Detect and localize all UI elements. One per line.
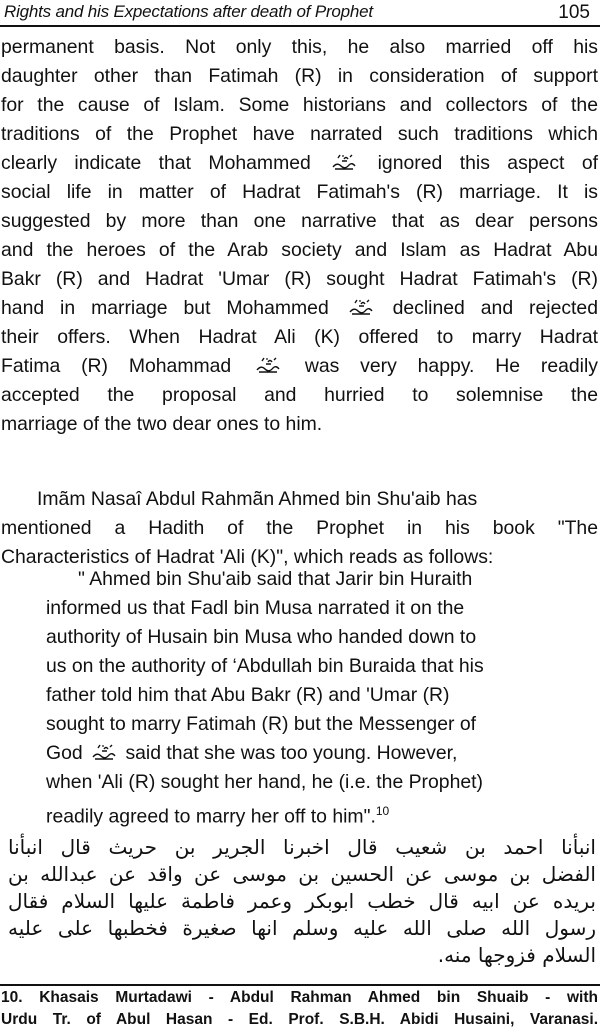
text-line: social life in matter of Hadrat Fatimah's (R) marriage. It is xyxy=(1,181,598,203)
text-line: father told him that Abu Bakr (R) and 'Umar (R) xyxy=(46,684,450,706)
text-line: when 'Ali (R) sought her hand, he (i.e. the Prophet) xyxy=(46,771,483,793)
text-line: for the cause of Islam. Some historians and collectors of the xyxy=(1,94,598,116)
footnote-line: 10. Khasais Murtadawi - Abdul Rahman Ahmed bin Shuaib - with xyxy=(1,989,598,1006)
paragraph-2 xyxy=(1,485,598,572)
text-line xyxy=(1,149,598,178)
text-fragment: was very happy. He readily xyxy=(304,355,598,377)
paragraph-1 xyxy=(1,33,598,439)
text-line: Bakr (R) and Hadrat 'Umar (R) sought Hadrat Fatimah's (R) xyxy=(1,268,598,290)
text-line: " Ahmed bin Shu'aib said that Jarir bin Huraith xyxy=(78,568,473,590)
running-header xyxy=(4,0,594,28)
text-line: Imãm Nasaî Abdul Rahmãn Ahmed bin Shu'aib has xyxy=(37,488,478,510)
footnote-rule xyxy=(0,984,600,986)
text-line: daughter other than Fatimah (R) in consideration of support xyxy=(1,65,598,87)
arabic-line: الفضل بن موسى عن الحسين بن موسى عن واقد عن عبدالله بن xyxy=(8,862,596,886)
text-fragment: God xyxy=(46,742,83,764)
footnote xyxy=(1,987,598,1031)
text-line xyxy=(46,739,598,768)
text-line: mentioned a Hadith of the Prophet in his book "The xyxy=(1,517,598,539)
text-line xyxy=(46,797,598,831)
text-line: marriage of the two dear ones to him. xyxy=(1,413,323,435)
text-fragment: ignored this aspect of xyxy=(377,152,598,174)
running-title: Rights and his Expectations after death of Prophet xyxy=(4,2,373,21)
hadith-quote xyxy=(46,565,598,831)
salawat-calligraphy-icon xyxy=(91,743,117,761)
text-line: accepted the proposal and hurried to solemnise the xyxy=(1,384,598,406)
text-fragment: hand in marriage but Mohammed xyxy=(1,297,329,319)
text-line: Characteristics of Hadrat 'Ali (K)", which reads as follows: xyxy=(1,546,494,568)
text-line xyxy=(1,352,598,381)
text-line: us on the authority of ‘Abdullah bin Buraida that his xyxy=(46,655,484,677)
text-line: authority of Husain bin Musa who handed down to xyxy=(46,626,477,648)
header-rule xyxy=(0,25,600,27)
salawat-calligraphy-icon xyxy=(348,298,374,316)
text-fragment: declined and rejected xyxy=(392,297,598,319)
text-line: suggested by more than one narrative that as dear persons xyxy=(1,210,598,232)
text-fragment: readily agreed to marry her off to him". xyxy=(46,805,376,828)
arabic-line: رسول الله صلى الله عليه وسلم انها صغيرة فخطبها على عليه xyxy=(8,916,596,940)
text-line: their offers. When Hadrat Ali (K) offered to marry Hadrat xyxy=(1,326,598,348)
text-line: traditions of the Prophet have narrated such traditions which xyxy=(1,123,598,145)
page-number: 105 xyxy=(558,2,590,23)
text-line xyxy=(1,294,598,323)
text-fragment: clearly indicate that Mohammed xyxy=(1,152,311,174)
footnote-line: Urdu Tr. of Abul Hasan - Ed. Prof. S.B.H. Abidi Husaini, Varanasi. xyxy=(1,1011,598,1028)
salawat-calligraphy-icon xyxy=(255,356,281,374)
footnote-reference[interactable]: 10 xyxy=(375,804,390,818)
arabic-line: انبأنا احمد بن شعيب قال اخبرنا الجرير بن حريث قال انبأنا xyxy=(8,835,596,859)
text-fragment: Fatima (R) Mohammad xyxy=(1,355,232,377)
text-line: and the heroes of the Arab society and Islam as Hadrat Abu xyxy=(1,239,598,261)
text-line: sought to marry Fatimah (R) but the Messenger of xyxy=(46,713,477,735)
arabic-text xyxy=(8,834,596,969)
text-line: informed us that Fadl bin Musa narrated it on the xyxy=(46,597,465,619)
arabic-line: بريده عن ابيه قال خطب ابوبكر وعمر فاطمة عليها السلام فقال xyxy=(8,889,596,913)
text-fragment: said that she was too young. However, xyxy=(125,742,458,764)
text-line: permanent basis. Not only this, he also married off his xyxy=(1,36,598,58)
arabic-line: السلام فزوجها منه. xyxy=(437,943,596,967)
salawat-calligraphy-icon xyxy=(331,153,357,171)
